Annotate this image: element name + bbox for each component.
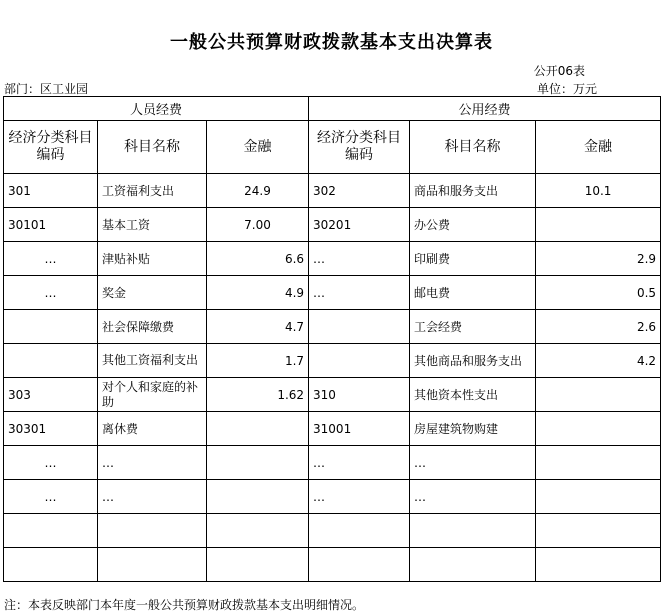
table-row	[4, 174, 661, 208]
section-header-row	[4, 97, 661, 121]
right-name-cell	[410, 548, 536, 582]
right-name-cell: …	[410, 446, 536, 480]
left-name-cell: 奖金	[98, 276, 207, 310]
left-name-cell: 离休费	[98, 412, 207, 446]
table-row	[4, 344, 661, 378]
right-amount-cell: 2.9	[536, 242, 661, 276]
right-code-cell	[309, 344, 410, 378]
left-name-cell: 其他工资福利支出	[98, 344, 207, 378]
right-name-cell: …	[410, 480, 536, 514]
right-code-cell: 310	[309, 378, 410, 412]
section-personnel: 人员经费	[4, 97, 309, 121]
header-amount-right: 金融	[536, 121, 661, 174]
left-code-cell	[4, 548, 98, 582]
right-amount-cell	[536, 480, 661, 514]
page-title: 一般公共预算财政拨款基本支出决算表	[170, 32, 493, 53]
left-amount-cell: 24.9	[207, 174, 309, 208]
right-name-cell: 印刷费	[410, 242, 536, 276]
left-code-cell: 30301	[4, 412, 98, 446]
header-code-right: 经济分类科目编码	[309, 121, 410, 174]
right-name-cell: 办公费	[410, 208, 536, 242]
left-code-cell: …	[4, 446, 98, 480]
right-amount-cell: 0.5	[536, 276, 661, 310]
right-name-cell: 其他商品和服务支出	[410, 344, 536, 378]
left-code-cell: 301	[4, 174, 98, 208]
header-amount-left: 金融	[207, 121, 309, 174]
table-row	[4, 548, 661, 582]
right-code-cell	[309, 514, 410, 548]
left-amount-cell	[207, 412, 309, 446]
header-code-left: 经济分类科目编码	[4, 121, 98, 174]
left-code-cell: …	[4, 242, 98, 276]
right-name-cell	[410, 514, 536, 548]
left-name-cell: …	[98, 480, 207, 514]
table-row	[4, 514, 661, 548]
left-name-cell	[98, 514, 207, 548]
right-amount-cell	[536, 446, 661, 480]
left-amount-cell: 1.7	[207, 344, 309, 378]
table-row	[4, 310, 661, 344]
column-header-row	[4, 121, 661, 174]
right-name-cell: 商品和服务支出	[410, 174, 536, 208]
right-code-cell: …	[309, 480, 410, 514]
left-amount-cell: 4.7	[207, 310, 309, 344]
left-code-cell: …	[4, 276, 98, 310]
section-public: 公用经费	[309, 97, 661, 121]
table-row	[4, 276, 661, 310]
left-amount-cell: 4.9	[207, 276, 309, 310]
right-amount-cell	[536, 208, 661, 242]
right-amount-cell	[536, 378, 661, 412]
right-code-cell: 30201	[309, 208, 410, 242]
left-code-cell	[4, 514, 98, 548]
right-amount-cell: 4.2	[536, 344, 661, 378]
right-name-cell: 邮电费	[410, 276, 536, 310]
left-amount-cell: 7.00	[207, 208, 309, 242]
left-amount-cell	[207, 514, 309, 548]
left-code-cell	[4, 310, 98, 344]
right-code-cell: …	[309, 446, 410, 480]
right-name-cell: 其他资本性支出	[410, 378, 536, 412]
left-amount-cell	[207, 548, 309, 582]
left-amount-cell	[207, 446, 309, 480]
right-code-cell: 302	[309, 174, 410, 208]
table-row	[4, 208, 661, 242]
header-name-right: 科目名称	[410, 121, 536, 174]
footnote: 注：本表反映部门本年度一般公共预算财政拨款基本支出明细情况。	[4, 598, 365, 612]
left-code-cell: …	[4, 480, 98, 514]
left-code-cell: 30101	[4, 208, 98, 242]
right-code-cell: …	[309, 242, 410, 276]
expenditure-table	[3, 96, 661, 582]
table-row	[4, 412, 661, 446]
left-name-cell	[98, 548, 207, 582]
left-name-cell: 对个人和家庭的补助	[98, 378, 207, 412]
left-code-cell	[4, 344, 98, 378]
right-amount-cell	[536, 412, 661, 446]
left-amount-cell	[207, 480, 309, 514]
right-amount-cell: 10.1	[536, 174, 661, 208]
right-name-cell: 工会经费	[410, 310, 536, 344]
left-name-cell: 津贴补贴	[98, 242, 207, 276]
right-amount-cell	[536, 514, 661, 548]
right-code-cell	[309, 548, 410, 582]
left-name-cell: 基本工资	[98, 208, 207, 242]
left-name-cell: 工资福利支出	[98, 174, 207, 208]
left-amount-cell: 6.6	[207, 242, 309, 276]
left-name-cell: …	[98, 446, 207, 480]
right-amount-cell: 2.6	[536, 310, 661, 344]
left-amount-cell: 1.62	[207, 378, 309, 412]
right-amount-cell	[536, 548, 661, 582]
right-name-cell: 房屋建筑物购建	[410, 412, 536, 446]
department-label: 部门：区工业园	[4, 82, 89, 96]
table-row	[4, 378, 661, 412]
left-name-cell: 社会保障缴费	[98, 310, 207, 344]
right-code-cell: …	[309, 276, 410, 310]
table-row	[4, 446, 661, 480]
right-code-cell: 31001	[309, 412, 410, 446]
form-number: 公开06表	[533, 64, 585, 78]
left-code-cell: 303	[4, 378, 98, 412]
right-code-cell	[309, 310, 410, 344]
table-row	[4, 480, 661, 514]
unit-label: 单位：万元	[536, 82, 597, 96]
header-name-left: 科目名称	[98, 121, 207, 174]
table-row	[4, 242, 661, 276]
